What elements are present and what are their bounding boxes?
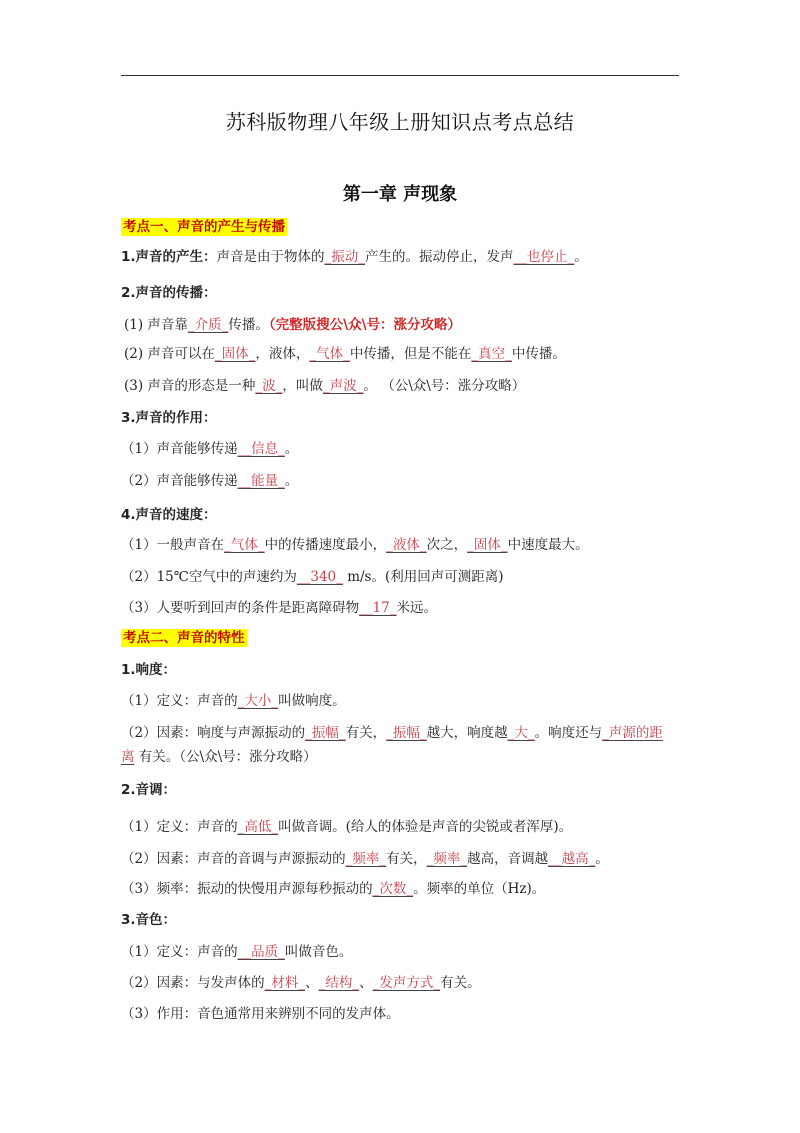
answer-blank: __品质_	[237, 944, 285, 960]
answer-blank: _大小_	[237, 693, 279, 709]
point-heading: 2.声音的传播：	[121, 285, 217, 301]
answer-blank: _材料_	[264, 975, 306, 991]
list-item: （2）因素：声音的音调与声源振动的_频率_有关，_频率_越高，音调越__越高_。	[121, 851, 609, 867]
list-item: （2）15℃空气中的声速约为__340_ m/s。(利用回声可测距离)	[121, 569, 504, 585]
answer-blank: _波_	[255, 378, 283, 394]
section-heading-text: 考点一、声音的产生与传播	[123, 219, 285, 235]
list-item: （2）因素：响度与声源振动的_振幅_有关，_振幅_越大，响度越_大_。响度还与_声源的距	[121, 725, 663, 741]
list-item: （1）定义：声音的_大小_叫做响度。	[121, 693, 346, 709]
answer-blank: _气体_	[224, 537, 265, 553]
list-item: (1) 声音靠_介质_传播。（完整版搜公\众\号：涨分攻略）	[124, 317, 462, 333]
list-item: (2) 声音可以在_固体_，液体，_气体_中传播，但是不能在_真空_中传播。	[124, 346, 566, 362]
list-item-continuation: 离 有关。（公\众\号：涨分攻略）	[121, 749, 317, 765]
answer-blank: _振动_	[324, 249, 366, 265]
point-sound-production: 1.声音的产生：声音是由于物体的_振动_产生的。振动停止，发声__也停止_。	[121, 249, 588, 265]
list-item: （2）因素：与发声体的_材料_、_结构_、_发声方式_有关。	[121, 975, 481, 991]
list-item: （3）频率：振动的快慢用声源每秒振动的_次数_。频率的单位（Hz)。	[121, 881, 546, 897]
answer-blank: _液体_	[386, 537, 427, 553]
answer-blank: _高低_	[237, 819, 279, 835]
answer-blank: _声源的距	[602, 725, 663, 741]
answer-blank: _声波_	[322, 378, 364, 394]
list-item: （1）定义：声音的_高低_叫做音调。(给人的体验是声音的尖锐或者浑厚)。	[121, 819, 573, 835]
answer-blank: __17_	[359, 600, 397, 616]
list-item: （3）作用：音色通常用来辨别不同的发声体。	[121, 1006, 400, 1022]
section-heading-2	[121, 628, 247, 648]
section-heading-1	[121, 217, 287, 237]
list-item: （3）人要听到回声的条件是距离障碍物__17_米远。	[121, 600, 438, 616]
list-item: (3) 声音的形态是一种_波_，叫做_声波_。 （公\众\号：涨分攻略）	[124, 378, 526, 394]
answer-blank: 离	[121, 749, 135, 765]
document-title: 苏科版物理八年级上册知识点考点总结	[225, 110, 575, 134]
answer-blank: _频率_	[345, 851, 387, 867]
answer-blank: _固体_	[214, 346, 256, 362]
header-rule	[121, 75, 679, 76]
list-item: （2）声音能够传递__能量_。	[121, 473, 299, 489]
answer-blank: __也停止_	[513, 249, 575, 265]
point-heading: 3.音色：	[121, 912, 177, 928]
list-item: （1）定义：声音的__品质_叫做音色。	[121, 944, 353, 960]
answer-blank: _固体_	[467, 537, 508, 553]
answer-blank: _频率_	[426, 851, 468, 867]
answer-blank: _振幅_	[386, 725, 427, 741]
answer-blank: __能量_	[237, 473, 285, 489]
list-item: （1）声音能够传递__信息_。	[121, 441, 299, 457]
answer-blank: _振幅_	[305, 725, 346, 741]
answer-blank: _大_	[507, 725, 535, 741]
answer-blank: __越高_	[548, 851, 596, 867]
list-item: （1）一般声音在_气体_中的传播速度最小，_液体_次之，_固体_中速度最大。	[121, 537, 589, 553]
promo-text: （完整版搜公\众\号：涨分攻略）	[268, 317, 462, 333]
answer-blank: _次数_	[372, 881, 414, 897]
point-heading: 3.声音的作用：	[121, 410, 217, 426]
answer-blank: __340_	[296, 569, 343, 585]
answer-blank: _气体_	[309, 346, 350, 362]
answer-blank: _结构_	[318, 975, 360, 991]
chapter-title: 第一章 声现象	[342, 184, 458, 205]
section-heading-text: 考点二、声音的特性	[123, 630, 245, 646]
answer-blank: _发声方式_	[372, 975, 441, 991]
point-heading: 1.响度：	[121, 662, 177, 678]
answer-blank: __信息_	[237, 441, 285, 457]
answer-blank: _真空_	[471, 346, 512, 362]
answer-blank: _介质_	[187, 317, 229, 333]
point-heading: 2.音调：	[121, 782, 177, 798]
point-heading: 4.声音的速度：	[121, 507, 217, 523]
